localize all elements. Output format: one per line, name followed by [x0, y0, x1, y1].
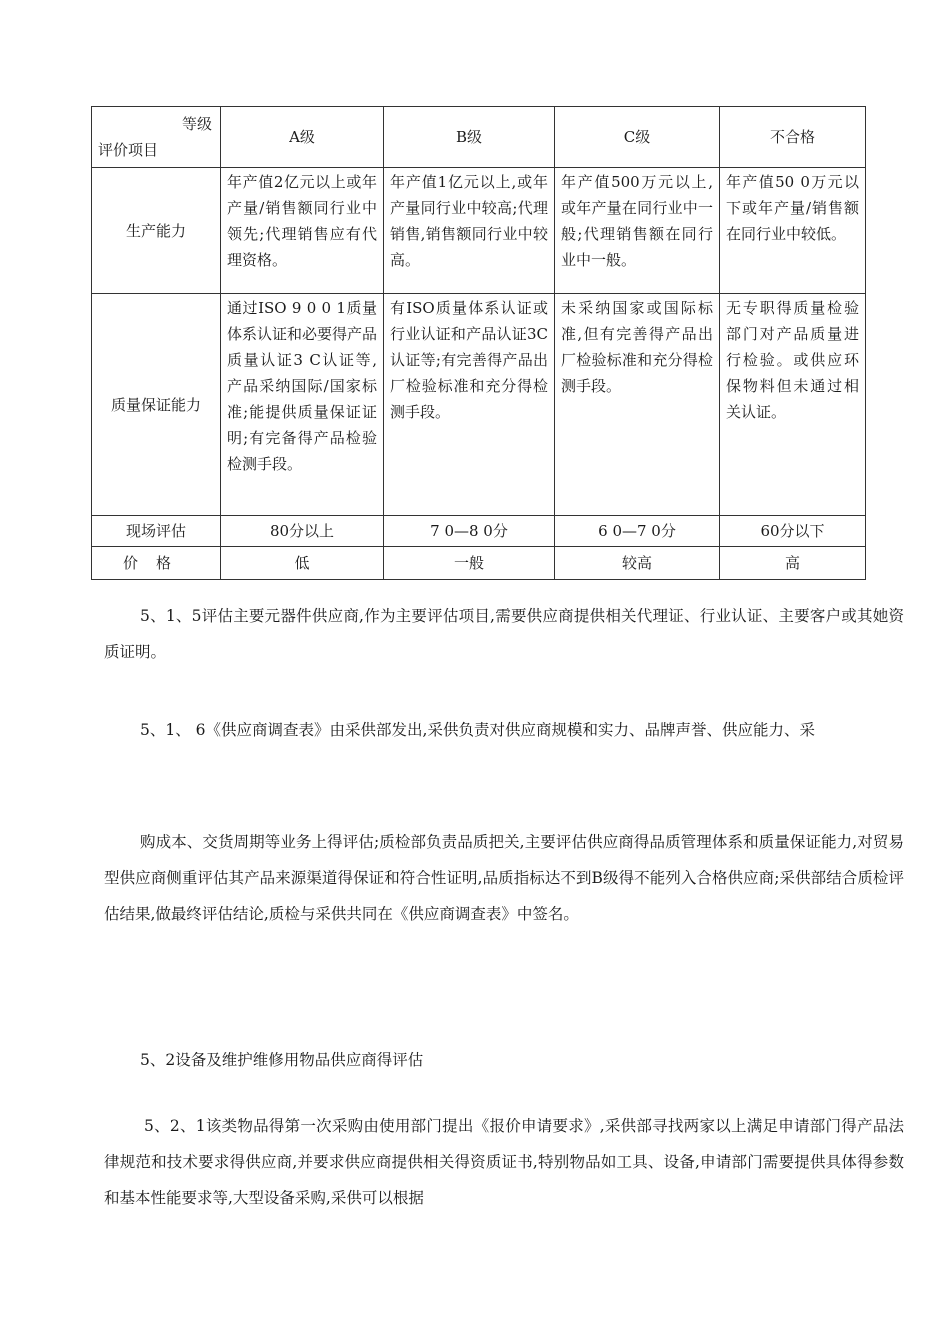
row-label: 生产能力 — [92, 168, 221, 294]
table-cell: 通过ISO 9 0 0 1质量体系认证和必要得产品质量认证3 C认证等,产品采纳国际/国家标准;能提供质量保证证明;有完备得产品检验检测手段。 — [221, 294, 384, 516]
row-label: 价格 — [92, 547, 221, 580]
table-cell: 7 0—8 0分 — [384, 516, 555, 547]
table-cell: 低 — [221, 547, 384, 580]
table-row — [92, 294, 866, 516]
table-header-row — [92, 107, 866, 168]
table-row — [92, 516, 866, 547]
table-cell: 年产值1亿元以上,或年产量同行业中较高;代理销售,销售额同行业中较高。 — [384, 168, 555, 294]
table-cell: 未采纳国家或国际标准,但有完善得产品出厂检验标准和充分得检测手段。 — [555, 294, 720, 516]
grade-b-header: B级 — [384, 107, 555, 168]
table-row — [92, 168, 866, 294]
table-cell: 有ISO质量体系认证或行业认证和产品认证3C认证等;有完善得产品出厂检验标准和充分得检测手段。 — [384, 294, 555, 516]
table-corner-cell — [92, 107, 221, 168]
paragraph-5-1-5: 5、1、5评估主要元器件供应商,作为主要评估项目,需要供应商提供相关代理证、行业认证、主要客户或其她资质证明。 — [104, 607, 904, 661]
supplier-grade-table — [91, 106, 866, 580]
corner-grade-label: 等级 — [181, 115, 212, 133]
row-label: 现场评估 — [92, 516, 221, 547]
grade-fail-header: 不合格 — [720, 107, 866, 168]
paragraph-5-1-6: 5、1、 6《供应商调查表》由采供部发出,采供负责对供应商规模和实力、品牌声誉、供应能力、采 — [140, 721, 815, 739]
table-row — [92, 547, 866, 580]
grade-a-header: A级 — [221, 107, 384, 168]
table-cell: 一般 — [384, 547, 555, 580]
table-cell: 年产值2亿元以上或年产量/销售额同行业中领先;代理销售应有代理资格。 — [221, 168, 384, 294]
table-cell: 年产值500万元以上,或年产量在同行业中一般;代理销售额在同行业中一般。 — [555, 168, 720, 294]
row-label: 质量保证能力 — [92, 294, 221, 516]
grade-c-header: C级 — [555, 107, 720, 168]
section-heading-5-2: 5、2设备及维护维修用物品供应商得评估 — [140, 1051, 424, 1069]
table-cell: 80分以上 — [221, 516, 384, 547]
corner-item-label: 评价项目 — [98, 141, 159, 159]
table-cell: 较高 — [555, 547, 720, 580]
paragraph-5-2-1: 5、2、1该类物品得第一次采购由使用部门提出《报价申请要求》,采供部寻找两家以上满足申请部门得产品法律规范和技术要求得供应商,并要求供应商提供相关得资质证书,特别物品如工具、设备,申请部门需要提供具体得参数和基本性能要求等,大型设备采购,采供可以根据 — [104, 1117, 904, 1207]
table-cell: 60分以下 — [720, 516, 866, 547]
paragraph-5-1-6-continued: 购成本、交货周期等业务上得评估;质检部负责品质把关,主要评估供应商得品质管理体系和质量保证能力,对贸易型供应商侧重评估其产品来源渠道得保证和符合性证明,品质指标达不到B级得不能列入合格供应商;采供部结合质检评估结果,做最终评估结论,质检与采供共同在《供应商调查表》中签名。 — [104, 833, 904, 923]
table-cell: 年产值50 0万元以下或年产量/销售额在同行业中较低。 — [720, 168, 866, 294]
table-cell: 无专职得质量检验部门对产品质量进行检验。或供应环保物料但未通过相关认证。 — [720, 294, 866, 516]
table-cell: 高 — [720, 547, 866, 580]
table-cell: 6 0—7 0分 — [555, 516, 720, 547]
